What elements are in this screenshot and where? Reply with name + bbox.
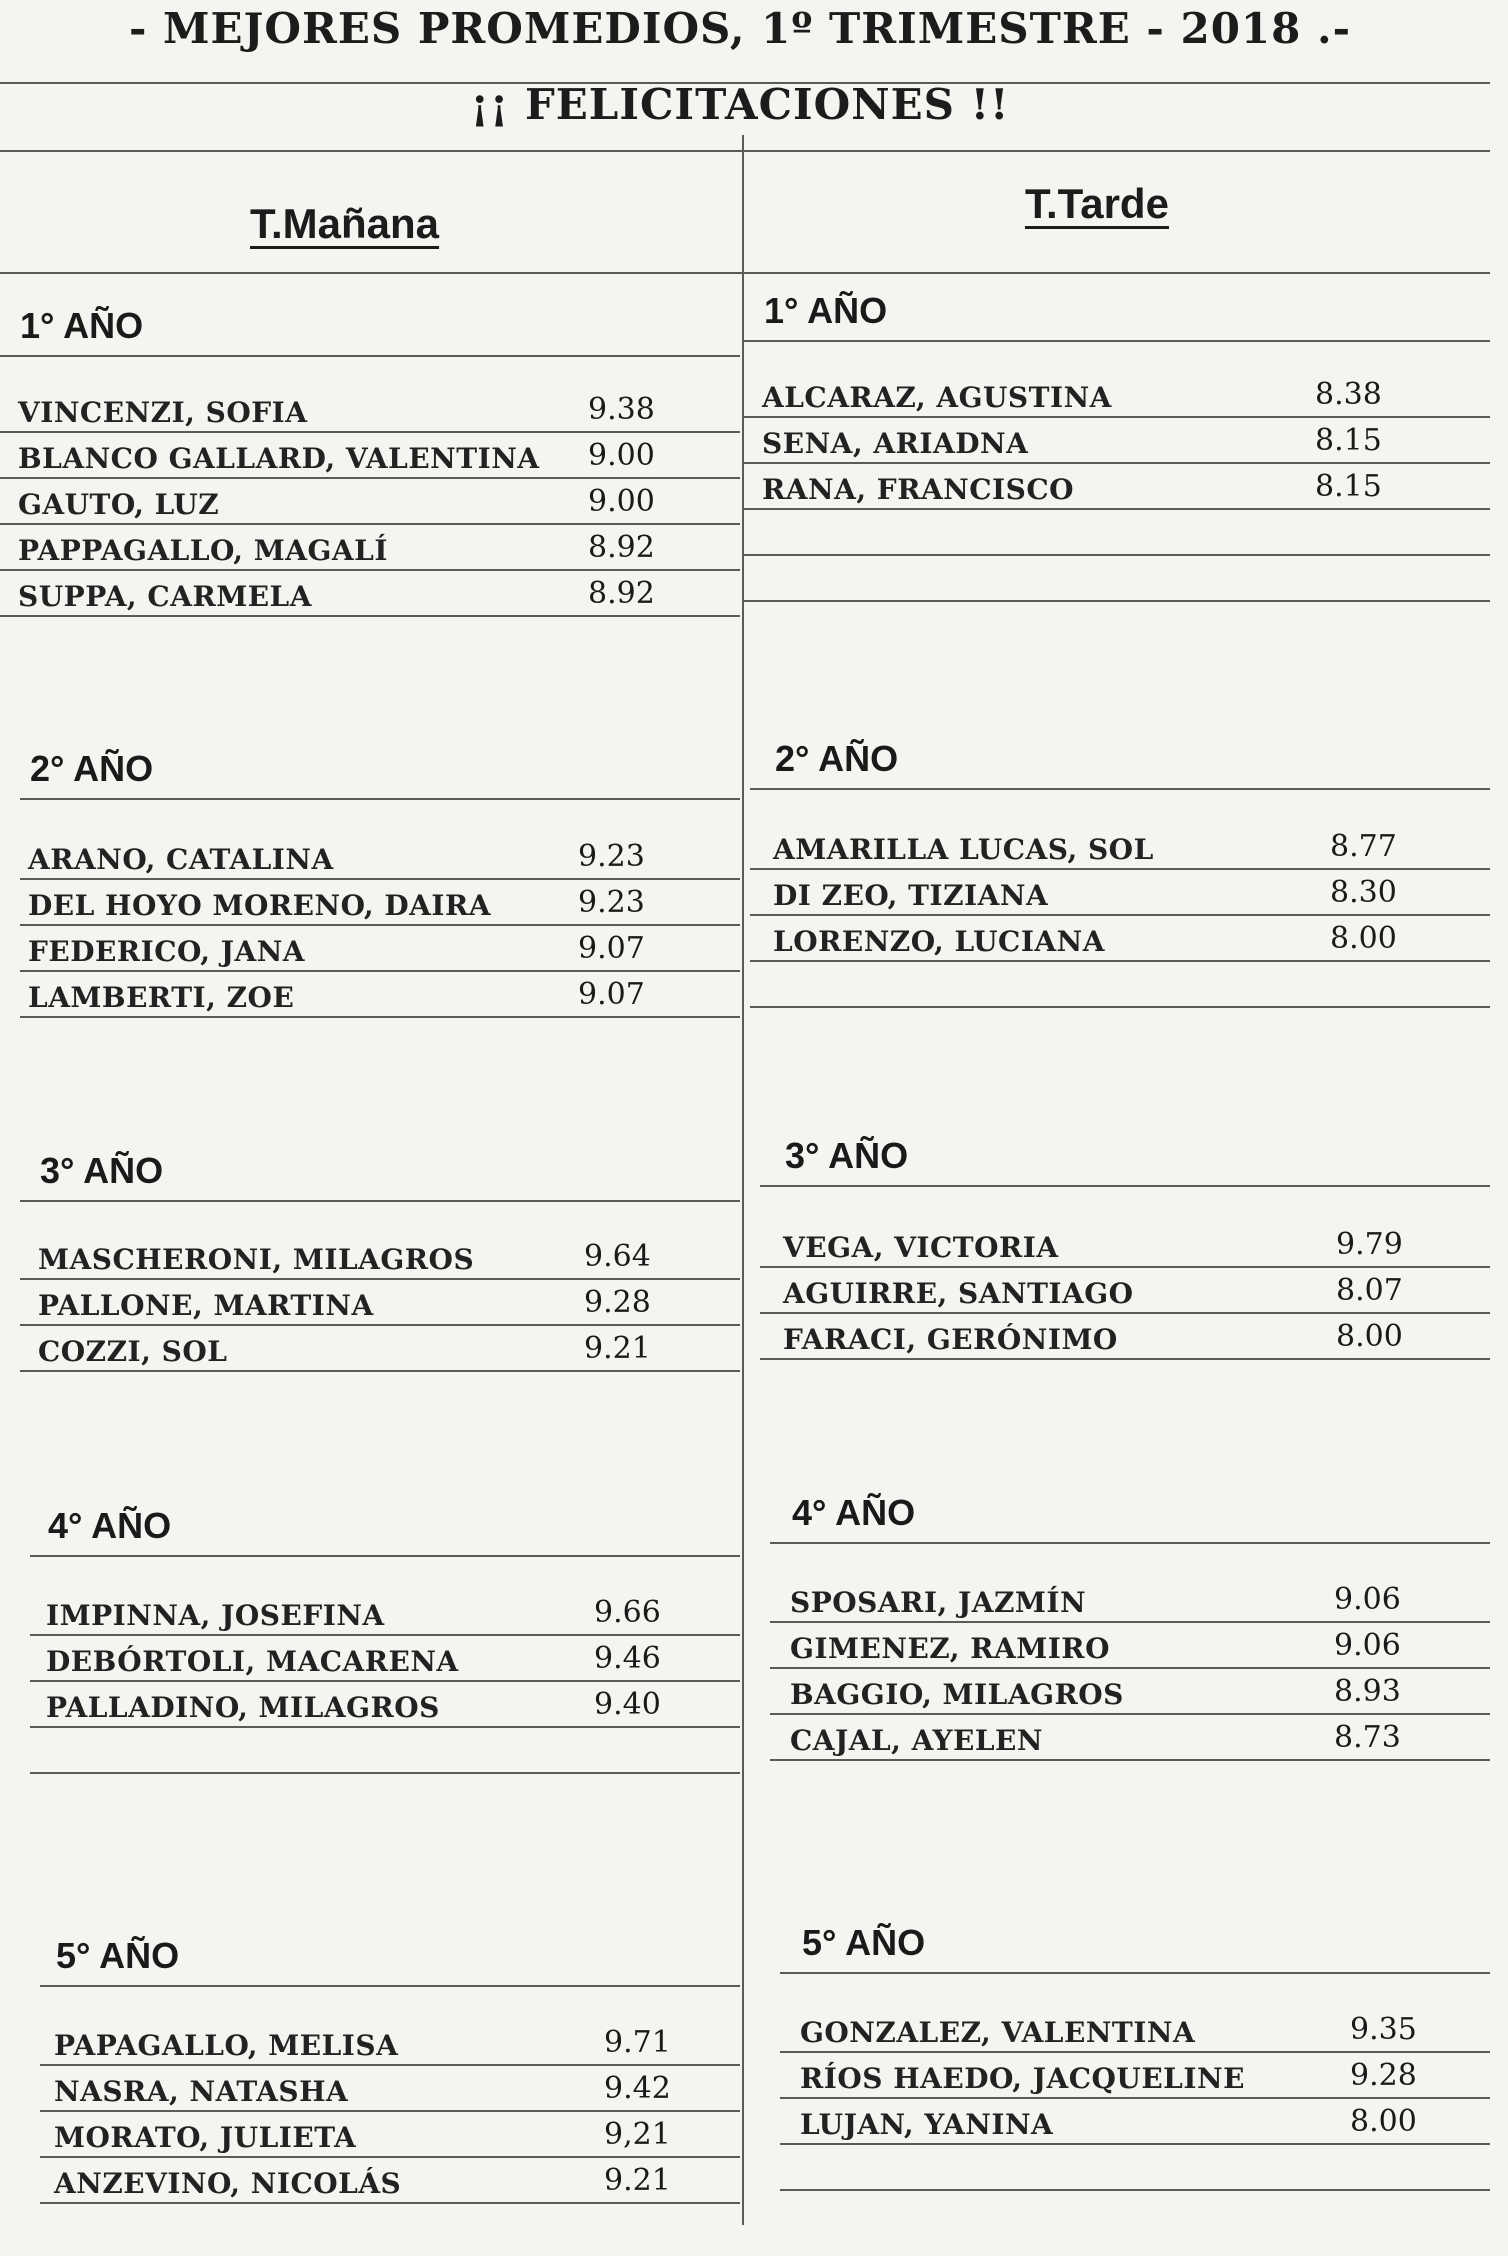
student-row — [790, 1575, 1490, 1621]
student-score: 9,21 — [604, 2117, 671, 2152]
row-line — [760, 1358, 1490, 1360]
divider — [40, 1985, 740, 1987]
student-name: NASRA, NATASHA — [54, 2075, 349, 2108]
student-name: FARACI, GERÓNIMO — [783, 1323, 1118, 1356]
student-row — [762, 462, 1490, 508]
student-row — [46, 1634, 740, 1680]
year-heading: 1° AÑO — [764, 290, 888, 331]
student-score: 8.00 — [1330, 921, 1397, 956]
row-line — [744, 600, 1490, 602]
divider — [780, 1972, 1490, 1974]
student-name: BLANCO GALLARD, VALENTINA — [18, 442, 540, 475]
student-name: GIMENEZ, RAMIRO — [790, 1632, 1110, 1665]
shift-heading-afternoon: T.Tarde — [1025, 180, 1169, 227]
student-row — [54, 2156, 740, 2202]
student-score: 9.00 — [588, 484, 655, 519]
year-heading: 4° AÑO — [48, 1505, 172, 1546]
document-subtitle: ¡¡ FELICITACIONES !! — [470, 80, 1010, 129]
student-score: 9.46 — [594, 1641, 661, 1676]
student-row — [773, 822, 1490, 868]
row-line — [20, 1370, 740, 1372]
student-row — [18, 523, 740, 569]
row-line — [770, 1759, 1490, 1761]
student-row — [762, 416, 1490, 462]
student-score: 9.23 — [578, 839, 645, 874]
student-score: 9.42 — [604, 2071, 671, 2106]
row-line — [780, 2143, 1490, 2145]
row-line — [0, 615, 740, 617]
student-name: GAUTO, LUZ — [18, 488, 220, 521]
student-row — [54, 2110, 740, 2156]
student-score: 8.92 — [588, 576, 655, 611]
student-score: 8.38 — [1315, 377, 1382, 412]
student-row — [762, 370, 1490, 416]
student-name: AGUIRRE, SANTIAGO — [783, 1277, 1134, 1310]
year-heading: 2° AÑO — [775, 738, 899, 779]
student-score: 9.00 — [588, 438, 655, 473]
student-name: FEDERICO, JANA — [28, 935, 306, 968]
divider — [744, 340, 1490, 342]
year-heading: 5° AÑO — [56, 1935, 180, 1976]
student-row — [790, 1621, 1490, 1667]
student-score: 9.35 — [1350, 2012, 1417, 2047]
student-row — [38, 1324, 740, 1370]
divider — [750, 788, 1490, 790]
student-row — [18, 569, 740, 615]
student-name: LAMBERTI, ZOE — [28, 981, 295, 1014]
student-score: 9.28 — [584, 1285, 651, 1320]
student-score: 9.06 — [1334, 1582, 1401, 1617]
student-name: DI ZEO, TIZIANA — [773, 879, 1049, 912]
student-score: 8.00 — [1350, 2104, 1417, 2139]
student-name: COZZI, SOL — [38, 1335, 228, 1368]
student-name: PALLONE, MARTINA — [38, 1289, 374, 1322]
row-line — [744, 554, 1490, 556]
student-score: 9.21 — [604, 2163, 671, 2198]
student-name: PAPAGALLO, MELISA — [54, 2029, 399, 2062]
document-title: - MEJORES PROMEDIOS, 1º TRIMESTRE - 2018 .- — [128, 4, 1352, 53]
student-name: LUJAN, YANINA — [800, 2108, 1054, 2141]
year-heading: 1° AÑO — [20, 305, 144, 346]
student-row — [773, 914, 1490, 960]
student-row — [38, 1232, 740, 1278]
student-row — [773, 868, 1490, 914]
divider — [30, 1555, 740, 1557]
student-score: 9.38 — [588, 392, 655, 427]
student-score: 8.93 — [1334, 1674, 1401, 1709]
student-row — [46, 1680, 740, 1726]
student-row — [800, 2051, 1490, 2097]
student-name: MORATO, JULIETA — [54, 2121, 357, 2154]
column-divider — [742, 135, 744, 2225]
year-heading: 3° AÑO — [785, 1135, 909, 1176]
student-name: DEBÓRTOLI, MACARENA — [46, 1645, 459, 1678]
student-score: 9.07 — [578, 977, 645, 1012]
student-row — [28, 924, 740, 970]
student-name: IMPINNA, JOSEFINA — [46, 1599, 385, 1632]
student-row — [783, 1266, 1490, 1312]
student-score: 9.71 — [604, 2025, 671, 2060]
student-name: BAGGIO, MILAGROS — [790, 1678, 1124, 1711]
student-name: ANZEVINO, NICOLÁS — [54, 2167, 402, 2200]
student-row — [46, 1588, 740, 1634]
student-name: PAPPAGALLO, MAGALÍ — [18, 534, 388, 567]
student-name: SPOSARI, JAZMÍN — [790, 1586, 1087, 1619]
row-line — [780, 2189, 1490, 2191]
year-heading: 2° AÑO — [30, 748, 154, 789]
student-score: 8.07 — [1336, 1273, 1403, 1308]
student-score: 8.92 — [588, 530, 655, 565]
student-row — [18, 477, 740, 523]
student-name: MASCHERONI, MILAGROS — [38, 1243, 475, 1276]
student-score: 9.28 — [1350, 2058, 1417, 2093]
divider — [0, 355, 740, 357]
student-score: 8.00 — [1336, 1319, 1403, 1354]
student-name: PALLADINO, MILAGROS — [46, 1691, 440, 1724]
year-heading: 4° AÑO — [792, 1492, 916, 1533]
student-row — [54, 2064, 740, 2110]
student-row — [18, 385, 740, 431]
student-score: 9.23 — [578, 885, 645, 920]
student-score: 8.15 — [1315, 423, 1382, 458]
divider — [760, 1185, 1490, 1187]
student-name: SENA, ARIADNA — [762, 427, 1029, 460]
row-line — [30, 1726, 740, 1728]
divider — [0, 272, 1490, 274]
student-name: AMARILLA LUCAS, SOL — [773, 833, 1154, 866]
shift-heading-morning: T.Mañana — [250, 200, 440, 247]
student-score: 8.77 — [1330, 829, 1397, 864]
student-row — [38, 1278, 740, 1324]
student-score: 9.21 — [584, 1331, 651, 1366]
student-name: DEL HOYO MORENO, DAIRA — [28, 889, 491, 922]
student-row — [28, 832, 740, 878]
student-row — [783, 1312, 1490, 1358]
student-row — [28, 878, 740, 924]
student-score: 9.06 — [1334, 1628, 1401, 1663]
student-row — [18, 431, 740, 477]
student-score: 8.15 — [1315, 469, 1382, 504]
student-name: RÍOS HAEDO, JACQUELINE — [800, 2062, 1245, 2095]
student-row — [800, 2005, 1490, 2051]
row-line — [40, 2202, 740, 2204]
row-line — [744, 508, 1490, 510]
year-heading: 5° AÑO — [802, 1922, 926, 1963]
divider — [20, 1200, 740, 1202]
year-heading: 3° AÑO — [40, 1150, 164, 1191]
student-score: 9.64 — [584, 1239, 651, 1274]
row-line — [750, 1006, 1490, 1008]
student-name: GONZALEZ, VALENTINA — [800, 2016, 1196, 2049]
student-score: 8.73 — [1334, 1720, 1401, 1755]
divider — [20, 798, 740, 800]
student-score: 8.30 — [1330, 875, 1397, 910]
row-line — [30, 1772, 740, 1774]
student-score: 9.40 — [594, 1687, 661, 1722]
student-row — [800, 2097, 1490, 2143]
student-score: 9.07 — [578, 931, 645, 966]
divider — [0, 150, 1490, 152]
student-row — [28, 970, 740, 1016]
student-name: ALCARAZ, AGUSTINA — [762, 381, 1112, 414]
student-score: 9.79 — [1336, 1227, 1403, 1262]
student-row — [790, 1667, 1490, 1713]
student-name: VEGA, VICTORIA — [783, 1231, 1059, 1264]
student-name: VINCENZI, SOFIA — [18, 396, 308, 429]
student-row — [783, 1220, 1490, 1266]
student-name: RANA, FRANCISCO — [762, 473, 1075, 506]
student-score: 9.66 — [594, 1595, 661, 1630]
row-line — [750, 960, 1490, 962]
student-row — [790, 1713, 1490, 1759]
divider — [770, 1542, 1490, 1544]
student-name: ARANO, CATALINA — [28, 843, 334, 876]
student-row — [54, 2018, 740, 2064]
student-name: LORENZO, LUCIANA — [773, 925, 1105, 958]
student-name: CAJAL, AYELEN — [790, 1724, 1043, 1757]
student-name: SUPPA, CARMELA — [18, 580, 312, 613]
row-line — [20, 1016, 740, 1018]
